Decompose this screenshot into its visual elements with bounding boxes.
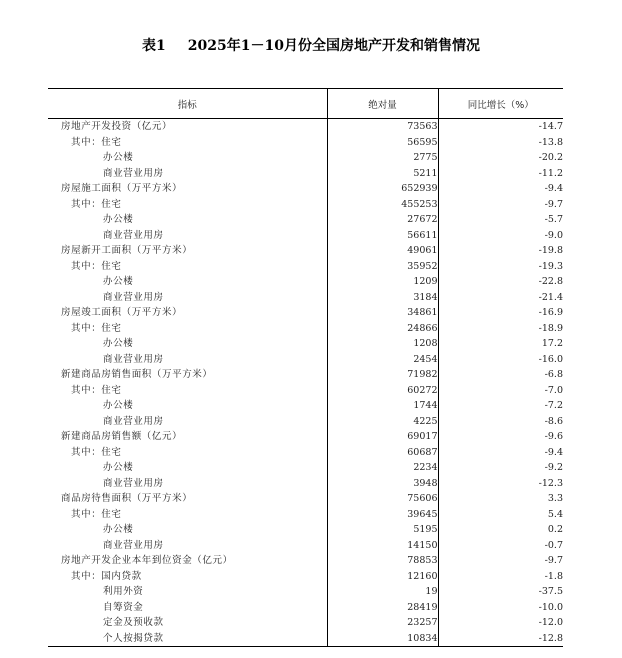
row-absolute-value: 49061: [327, 243, 438, 259]
table-row: [48, 429, 563, 445]
row-yoy-growth: -9.6: [438, 429, 563, 445]
row-indicator-label: 其中：住宅: [71, 446, 122, 458]
row-indicator-label: 办公楼: [103, 152, 134, 163]
row-yoy-growth: -11.2: [438, 166, 563, 182]
table-row: [48, 181, 563, 197]
table-row: [48, 460, 563, 476]
table-row: [48, 305, 563, 321]
table-row: [48, 522, 563, 538]
row-indicator-label: 新建商品房销售面积（万平方米）: [61, 369, 213, 380]
row-yoy-growth: -18.9: [438, 321, 563, 337]
table-row: [48, 398, 563, 414]
row-yoy-growth: -1.8: [438, 569, 563, 585]
table-row: [48, 507, 563, 523]
row-absolute-value: 455253: [327, 197, 438, 213]
row-yoy-growth: -21.4: [438, 290, 563, 306]
row-absolute-value: 71982: [327, 367, 438, 383]
row-yoy-growth: -14.7: [438, 119, 563, 135]
table-row: [48, 336, 563, 352]
table-row: [48, 150, 563, 166]
row-absolute-value: 35952: [327, 259, 438, 275]
row-indicator-label: 个人按揭贷款: [103, 632, 164, 644]
table-body: [48, 119, 563, 647]
row-indicator-label: 其中：住宅: [71, 322, 122, 334]
table-title-text: 2025年1－10月份全国房地产开发和销售情况: [187, 38, 480, 54]
row-yoy-growth: -6.8: [438, 367, 563, 383]
row-indicator-label: 房屋施工面积（万平方米）: [61, 183, 183, 194]
header-absolute-value: 绝对量: [327, 89, 438, 119]
row-absolute-value: 60272: [327, 383, 438, 399]
table-row: [48, 259, 563, 275]
row-indicator-label: 其中：住宅: [71, 384, 122, 396]
row-indicator-label: 其中：住宅: [71, 260, 122, 272]
row-indicator-label: 商业营业用房: [103, 167, 164, 179]
table-row: [48, 212, 563, 228]
row-absolute-value: 1209: [327, 274, 438, 290]
row-yoy-growth: -37.5: [438, 584, 563, 600]
row-indicator-label: 商业营业用房: [103, 539, 164, 551]
row-yoy-growth: -16.0: [438, 352, 563, 368]
row-absolute-value: 2454: [327, 352, 438, 368]
row-absolute-value: 27672: [327, 212, 438, 228]
row-yoy-growth: -13.8: [438, 135, 563, 151]
row-absolute-value: 1744: [327, 398, 438, 414]
table-row: [48, 135, 563, 151]
row-yoy-growth: -10.0: [438, 600, 563, 616]
table-row: [48, 631, 563, 647]
row-indicator-label: 商业营业用房: [103, 477, 164, 489]
row-indicator-label: 商业营业用房: [103, 415, 164, 427]
row-yoy-growth: -19.3: [438, 259, 563, 275]
row-absolute-value: 28419: [327, 600, 438, 616]
table-row: [48, 600, 563, 616]
table-row: [48, 445, 563, 461]
row-absolute-value: 652939: [327, 181, 438, 197]
row-indicator-label: 办公楼: [103, 338, 134, 349]
row-yoy-growth: 3.3: [438, 491, 563, 507]
table-row: [48, 290, 563, 306]
row-yoy-growth: -8.6: [438, 414, 563, 430]
table-row: [48, 352, 563, 368]
row-indicator-label: 办公楼: [103, 214, 134, 225]
row-absolute-value: 78853: [327, 553, 438, 569]
row-absolute-value: 34861: [327, 305, 438, 321]
row-indicator-label: 其中：国内贷款: [71, 570, 142, 582]
row-yoy-growth: -9.0: [438, 228, 563, 244]
row-indicator-label: 办公楼: [103, 400, 134, 411]
table-row: [48, 119, 563, 135]
row-indicator-label: 其中：住宅: [71, 508, 122, 520]
table-row: [48, 274, 563, 290]
row-indicator-label: 定金及预收款: [103, 617, 164, 628]
table-number: 表1: [142, 38, 166, 54]
row-indicator-label: 新建商品房销售额（亿元）: [61, 431, 183, 442]
row-indicator-label: 商业营业用房: [103, 291, 164, 303]
row-indicator-label: 房地产开发投资（亿元）: [61, 121, 173, 132]
row-absolute-value: 56595: [327, 135, 438, 151]
row-yoy-growth: -7.2: [438, 398, 563, 414]
row-indicator-label: 房屋新开工面积（万平方米）: [61, 245, 193, 256]
row-yoy-growth: 0.2: [438, 522, 563, 538]
header-indicator: 指标: [48, 89, 327, 119]
table-row: [48, 383, 563, 399]
table-row: [48, 414, 563, 430]
row-yoy-growth: -9.2: [438, 460, 563, 476]
row-absolute-value: 24866: [327, 321, 438, 337]
row-absolute-value: 5211: [327, 166, 438, 182]
table-row: [48, 538, 563, 554]
row-yoy-growth: -12.0: [438, 615, 563, 631]
row-yoy-growth: -22.8: [438, 274, 563, 290]
row-indicator-label: 其中：住宅: [71, 136, 122, 148]
row-absolute-value: 73563: [327, 119, 438, 135]
row-yoy-growth: -16.9: [438, 305, 563, 321]
row-yoy-growth: -0.7: [438, 538, 563, 554]
row-absolute-value: 4225: [327, 414, 438, 430]
row-yoy-growth: -20.2: [438, 150, 563, 166]
row-absolute-value: 69017: [327, 429, 438, 445]
table-row: [48, 584, 563, 600]
row-indicator-label: 商业营业用房: [103, 229, 164, 241]
table-row: [48, 321, 563, 337]
row-yoy-growth: -12.3: [438, 476, 563, 492]
table-row: [48, 197, 563, 213]
row-yoy-growth: -12.8: [438, 631, 563, 647]
row-absolute-value: 60687: [327, 445, 438, 461]
row-absolute-value: 23257: [327, 615, 438, 631]
row-absolute-value: 1208: [327, 336, 438, 352]
row-yoy-growth: -9.4: [438, 181, 563, 197]
row-indicator-label: 其中：住宅: [71, 198, 122, 210]
table-row: [48, 491, 563, 507]
table-row: [48, 367, 563, 383]
row-indicator-label: 自筹资金: [103, 601, 144, 613]
row-absolute-value: 2775: [327, 150, 438, 166]
table-row: [48, 615, 563, 631]
row-indicator-label: 商品房待售面积（万平方米）: [61, 493, 193, 504]
row-yoy-growth: -9.4: [438, 445, 563, 461]
row-absolute-value: 3948: [327, 476, 438, 492]
row-absolute-value: 5195: [327, 522, 438, 538]
row-yoy-growth: -9.7: [438, 197, 563, 213]
row-yoy-growth: 5.4: [438, 507, 563, 523]
row-yoy-growth: 17.2: [438, 336, 563, 352]
row-indicator-label: 房屋竣工面积（万平方米）: [61, 307, 183, 318]
table-row: [48, 243, 563, 259]
row-absolute-value: 39645: [327, 507, 438, 523]
row-absolute-value: 14150: [327, 538, 438, 554]
row-absolute-value: 2234: [327, 460, 438, 476]
row-indicator-label: 商业营业用房: [103, 353, 164, 365]
row-absolute-value: 12160: [327, 569, 438, 585]
table-title: [0, 35, 622, 55]
row-absolute-value: 19: [327, 584, 438, 600]
table-row: [48, 166, 563, 182]
table-row: [48, 553, 563, 569]
row-indicator-label: 利用外资: [103, 586, 144, 597]
row-indicator-label: 房地产开发企业本年到位资金（亿元）: [61, 555, 233, 566]
row-yoy-growth: -19.8: [438, 243, 563, 259]
row-absolute-value: 75606: [327, 491, 438, 507]
header-row: [48, 89, 563, 119]
row-absolute-value: 56611: [327, 228, 438, 244]
table-row: [48, 569, 563, 585]
row-indicator-label: 办公楼: [103, 462, 134, 473]
row-indicator-label: 办公楼: [103, 524, 134, 535]
row-absolute-value: 10834: [327, 631, 438, 647]
row-yoy-growth: -9.7: [438, 553, 563, 569]
row-absolute-value: 3184: [327, 290, 438, 306]
row-yoy-growth: -5.7: [438, 212, 563, 228]
row-indicator-label: 办公楼: [103, 276, 134, 287]
table-row: [48, 228, 563, 244]
statistics-table: [48, 88, 563, 647]
row-yoy-growth: -7.0: [438, 383, 563, 399]
table-row: [48, 476, 563, 492]
header-yoy-growth: 同比增长（%）: [438, 89, 563, 119]
